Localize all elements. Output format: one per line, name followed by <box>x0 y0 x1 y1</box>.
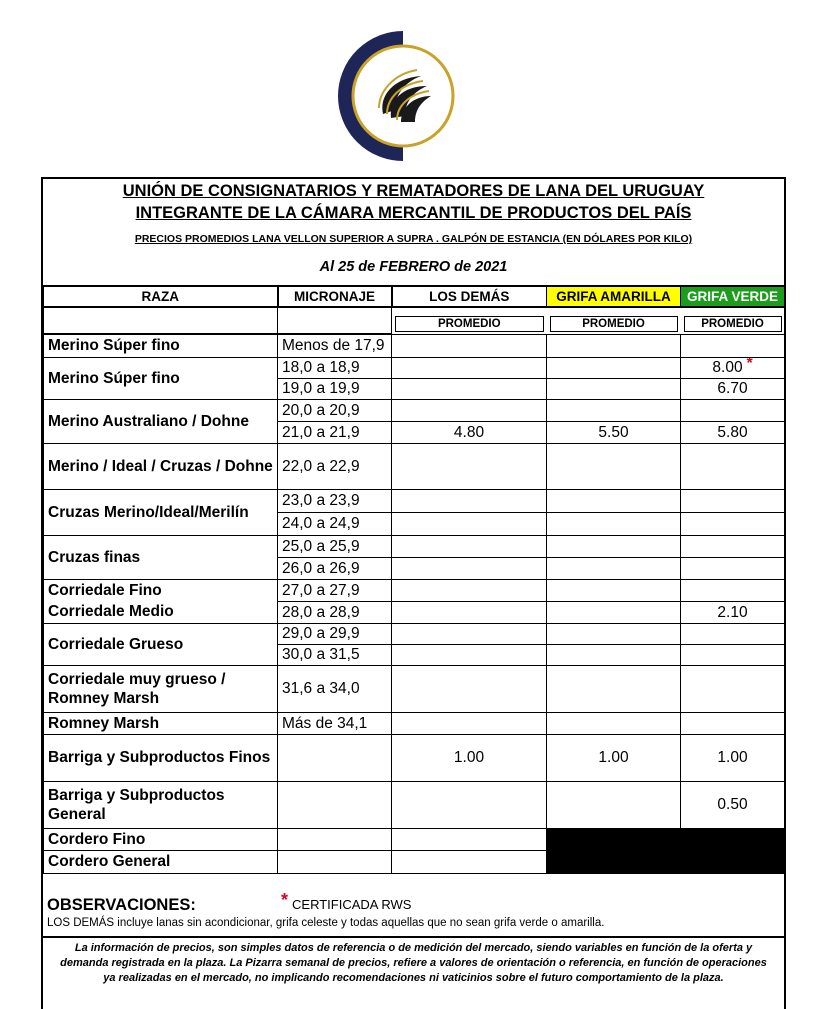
table-row <box>44 334 785 357</box>
price-cell <box>547 557 681 579</box>
column-header-grifa-verde: GRIFA VERDE <box>681 286 785 307</box>
price-cell <box>547 334 681 357</box>
price-cell <box>681 535 785 557</box>
price-cell <box>547 512 681 535</box>
certified-star-icon: * <box>281 890 289 910</box>
sheet-date: Al 25 de FEBRERO de 2021 <box>319 259 508 275</box>
column-header-micronaje: MICRONAJE <box>278 286 392 307</box>
price-cell <box>681 579 785 601</box>
micronaje-cell: 18,0 a 18,9 <box>278 357 392 378</box>
price-cell <box>392 828 547 850</box>
column-header-grifa-amarilla: GRIFA AMARILLA <box>547 286 681 307</box>
certified-star-icon: * <box>746 357 753 372</box>
price-table <box>43 285 785 874</box>
micronaje-cell: 23,0 a 23,9 <box>278 489 392 512</box>
org-title: UNIÓN DE CONSIGNATARIOS Y REMATADORES DE LANA DEL URUGUAY <box>122 182 705 200</box>
table-row <box>44 828 785 850</box>
column-header-los-demas: LOS DEMÁS <box>392 286 547 307</box>
table-row <box>44 712 785 734</box>
micronaje-cell: Más de 34,1 <box>278 712 392 734</box>
micronaje-cell <box>278 734 392 781</box>
raza-cell: Corriedale Grueso <box>44 623 278 665</box>
raza-cell: Merino Súper fino <box>44 357 278 399</box>
table-row <box>44 579 785 601</box>
raza-cell: Merino / Ideal / Cruzas / Dohne <box>44 443 278 489</box>
micronaje-cell: Menos de 17,9 <box>278 334 392 357</box>
micronaje-cell <box>278 828 392 850</box>
promedio-label: PROMEDIO <box>395 316 544 332</box>
raza-cell: Cruzas Merino/Ideal/Merilín <box>44 489 278 535</box>
price-value: 8.00 <box>712 359 743 376</box>
micronaje-cell <box>278 850 392 873</box>
table-row <box>44 399 785 421</box>
price-cell <box>681 557 785 579</box>
micronaje-cell: 31,6 a 34,0 <box>278 665 392 712</box>
price-cell <box>547 579 681 601</box>
table-row <box>44 601 785 623</box>
price-cell <box>681 399 785 421</box>
price-cell <box>547 378 681 399</box>
raza-cell: Corriedale muy grueso / Romney Marsh <box>44 665 278 712</box>
price-cell <box>392 712 547 734</box>
promedio-cell <box>547 307 681 334</box>
empty-cell <box>278 307 392 334</box>
price-cell <box>681 334 785 357</box>
raza-cell: Cruzas finas <box>44 535 278 579</box>
micronaje-cell: 28,0 a 28,9 <box>278 601 392 623</box>
table-row <box>44 734 785 781</box>
observations-text: LOS DEMÁS incluye lanas sin acondicionar, grifa celeste y todas aquellas que no sean grifa verde o amarilla. <box>47 917 605 929</box>
price-cell <box>392 512 547 535</box>
disclaimer: La información de precios, son simples datos de referencia o de medición del mercado, siendo variables en función de la oferta y demanda registrada en la plaza. La Pizarra semanal de precios, refiere a valores de orientación o referencia, en función de operaciones ya realizadas en el mercado, no implicando recomendaciones ni vaticinios sobre el futuro comportamiento de la plaza. <box>43 936 784 986</box>
price-cell <box>392 644 547 665</box>
micronaje-cell: 30,0 a 31,5 <box>278 644 392 665</box>
price-cell <box>547 623 681 644</box>
price-cell-verde <box>681 357 785 378</box>
micronaje-cell: 26,0 a 26,9 <box>278 557 392 579</box>
raza-cell: Cordero General <box>44 850 278 873</box>
price-cell-los-demas: 4.80 <box>392 421 547 443</box>
blacked-out-cell <box>547 828 785 873</box>
price-cell-los-demas: 1.00 <box>392 734 547 781</box>
table-row <box>44 665 785 712</box>
price-cell <box>547 399 681 421</box>
micronaje-cell: 29,0 a 29,9 <box>278 623 392 644</box>
empty-cell <box>44 307 278 334</box>
price-cell <box>392 535 547 557</box>
table-row <box>44 357 785 378</box>
price-cell <box>392 850 547 873</box>
price-cell <box>681 512 785 535</box>
promedio-cell <box>392 307 547 334</box>
price-cell <box>547 601 681 623</box>
observations-title: OBSERVACIONES: <box>47 896 196 914</box>
table-row <box>44 781 785 828</box>
table-row <box>44 535 785 557</box>
raza-cell: Corriedale Medio <box>44 601 278 623</box>
price-cell <box>547 665 681 712</box>
raza-cell: Corriedale Fino <box>44 579 278 601</box>
price-cell <box>547 357 681 378</box>
raza-cell: Merino Súper fino <box>44 334 278 357</box>
micronaje-cell: 25,0 a 25,9 <box>278 535 392 557</box>
price-cell <box>392 378 547 399</box>
price-cell-verde: 5.80 <box>681 421 785 443</box>
micronaje-cell: 22,0 a 22,9 <box>278 443 392 489</box>
raza-cell: Barriga y Subproductos Finos <box>44 734 278 781</box>
logo-icon <box>335 26 460 166</box>
price-cell <box>392 557 547 579</box>
price-cell <box>392 665 547 712</box>
raza-cell: Merino Australiano / Dohne <box>44 399 278 443</box>
price-cell-amarilla: 5.50 <box>547 421 681 443</box>
table-row <box>44 623 785 644</box>
sheet-description: PRECIOS PROMEDIOS LANA VELLON SUPERIOR A SUPRA . GALPÓN DE ESTANCIA (EN DÓLARES POR KILO) <box>134 233 693 245</box>
price-cell-verde: 1.00 <box>681 734 785 781</box>
table-row <box>44 443 785 489</box>
price-cell <box>392 399 547 421</box>
price-cell <box>547 644 681 665</box>
table-header-row <box>44 286 785 307</box>
micronaje-cell: 27,0 a 27,9 <box>278 579 392 601</box>
raza-cell: Romney Marsh <box>44 712 278 734</box>
price-cell <box>392 601 547 623</box>
promedio-label: PROMEDIO <box>684 316 782 332</box>
price-cell <box>547 712 681 734</box>
price-cell-verde: 0.50 <box>681 781 785 828</box>
micronaje-cell: 21,0 a 21,9 <box>278 421 392 443</box>
price-cell <box>681 489 785 512</box>
micronaje-cell <box>278 781 392 828</box>
certification-note <box>281 890 412 914</box>
micronaje-cell: 20,0 a 20,9 <box>278 399 392 421</box>
price-cell <box>547 489 681 512</box>
price-cell <box>681 443 785 489</box>
price-sheet <box>41 177 786 1009</box>
micronaje-cell: 24,0 a 24,9 <box>278 512 392 535</box>
price-cell <box>392 781 547 828</box>
price-cell <box>547 443 681 489</box>
column-header-raza: RAZA <box>44 286 278 307</box>
certification-label: CERTIFICADA RWS <box>292 897 412 912</box>
promedio-label: PROMEDIO <box>550 316 678 332</box>
org-subtitle: INTEGRANTE DE LA CÁMARA MERCANTIL DE PRODUCTOS DEL PAÍS <box>135 204 692 222</box>
price-cell-verde: 2.10 <box>681 601 785 623</box>
price-cell <box>392 489 547 512</box>
price-cell <box>392 623 547 644</box>
price-cell-verde: 6.70 <box>681 378 785 399</box>
price-cell <box>681 644 785 665</box>
price-cell <box>681 712 785 734</box>
price-cell <box>547 535 681 557</box>
price-cell <box>392 334 547 357</box>
price-cell-amarilla: 1.00 <box>547 734 681 781</box>
table-row <box>44 489 785 512</box>
promedio-cell <box>681 307 785 334</box>
price-cell <box>392 357 547 378</box>
table-subheader-row <box>44 307 785 334</box>
price-cell <box>681 623 785 644</box>
price-cell <box>681 665 785 712</box>
price-cell <box>547 781 681 828</box>
micronaje-cell: 19,0 a 19,9 <box>278 378 392 399</box>
price-cell <box>392 443 547 489</box>
price-cell <box>392 579 547 601</box>
raza-cell: Barriga y Subproductos General <box>44 781 278 828</box>
raza-cell: Cordero Fino <box>44 828 278 850</box>
